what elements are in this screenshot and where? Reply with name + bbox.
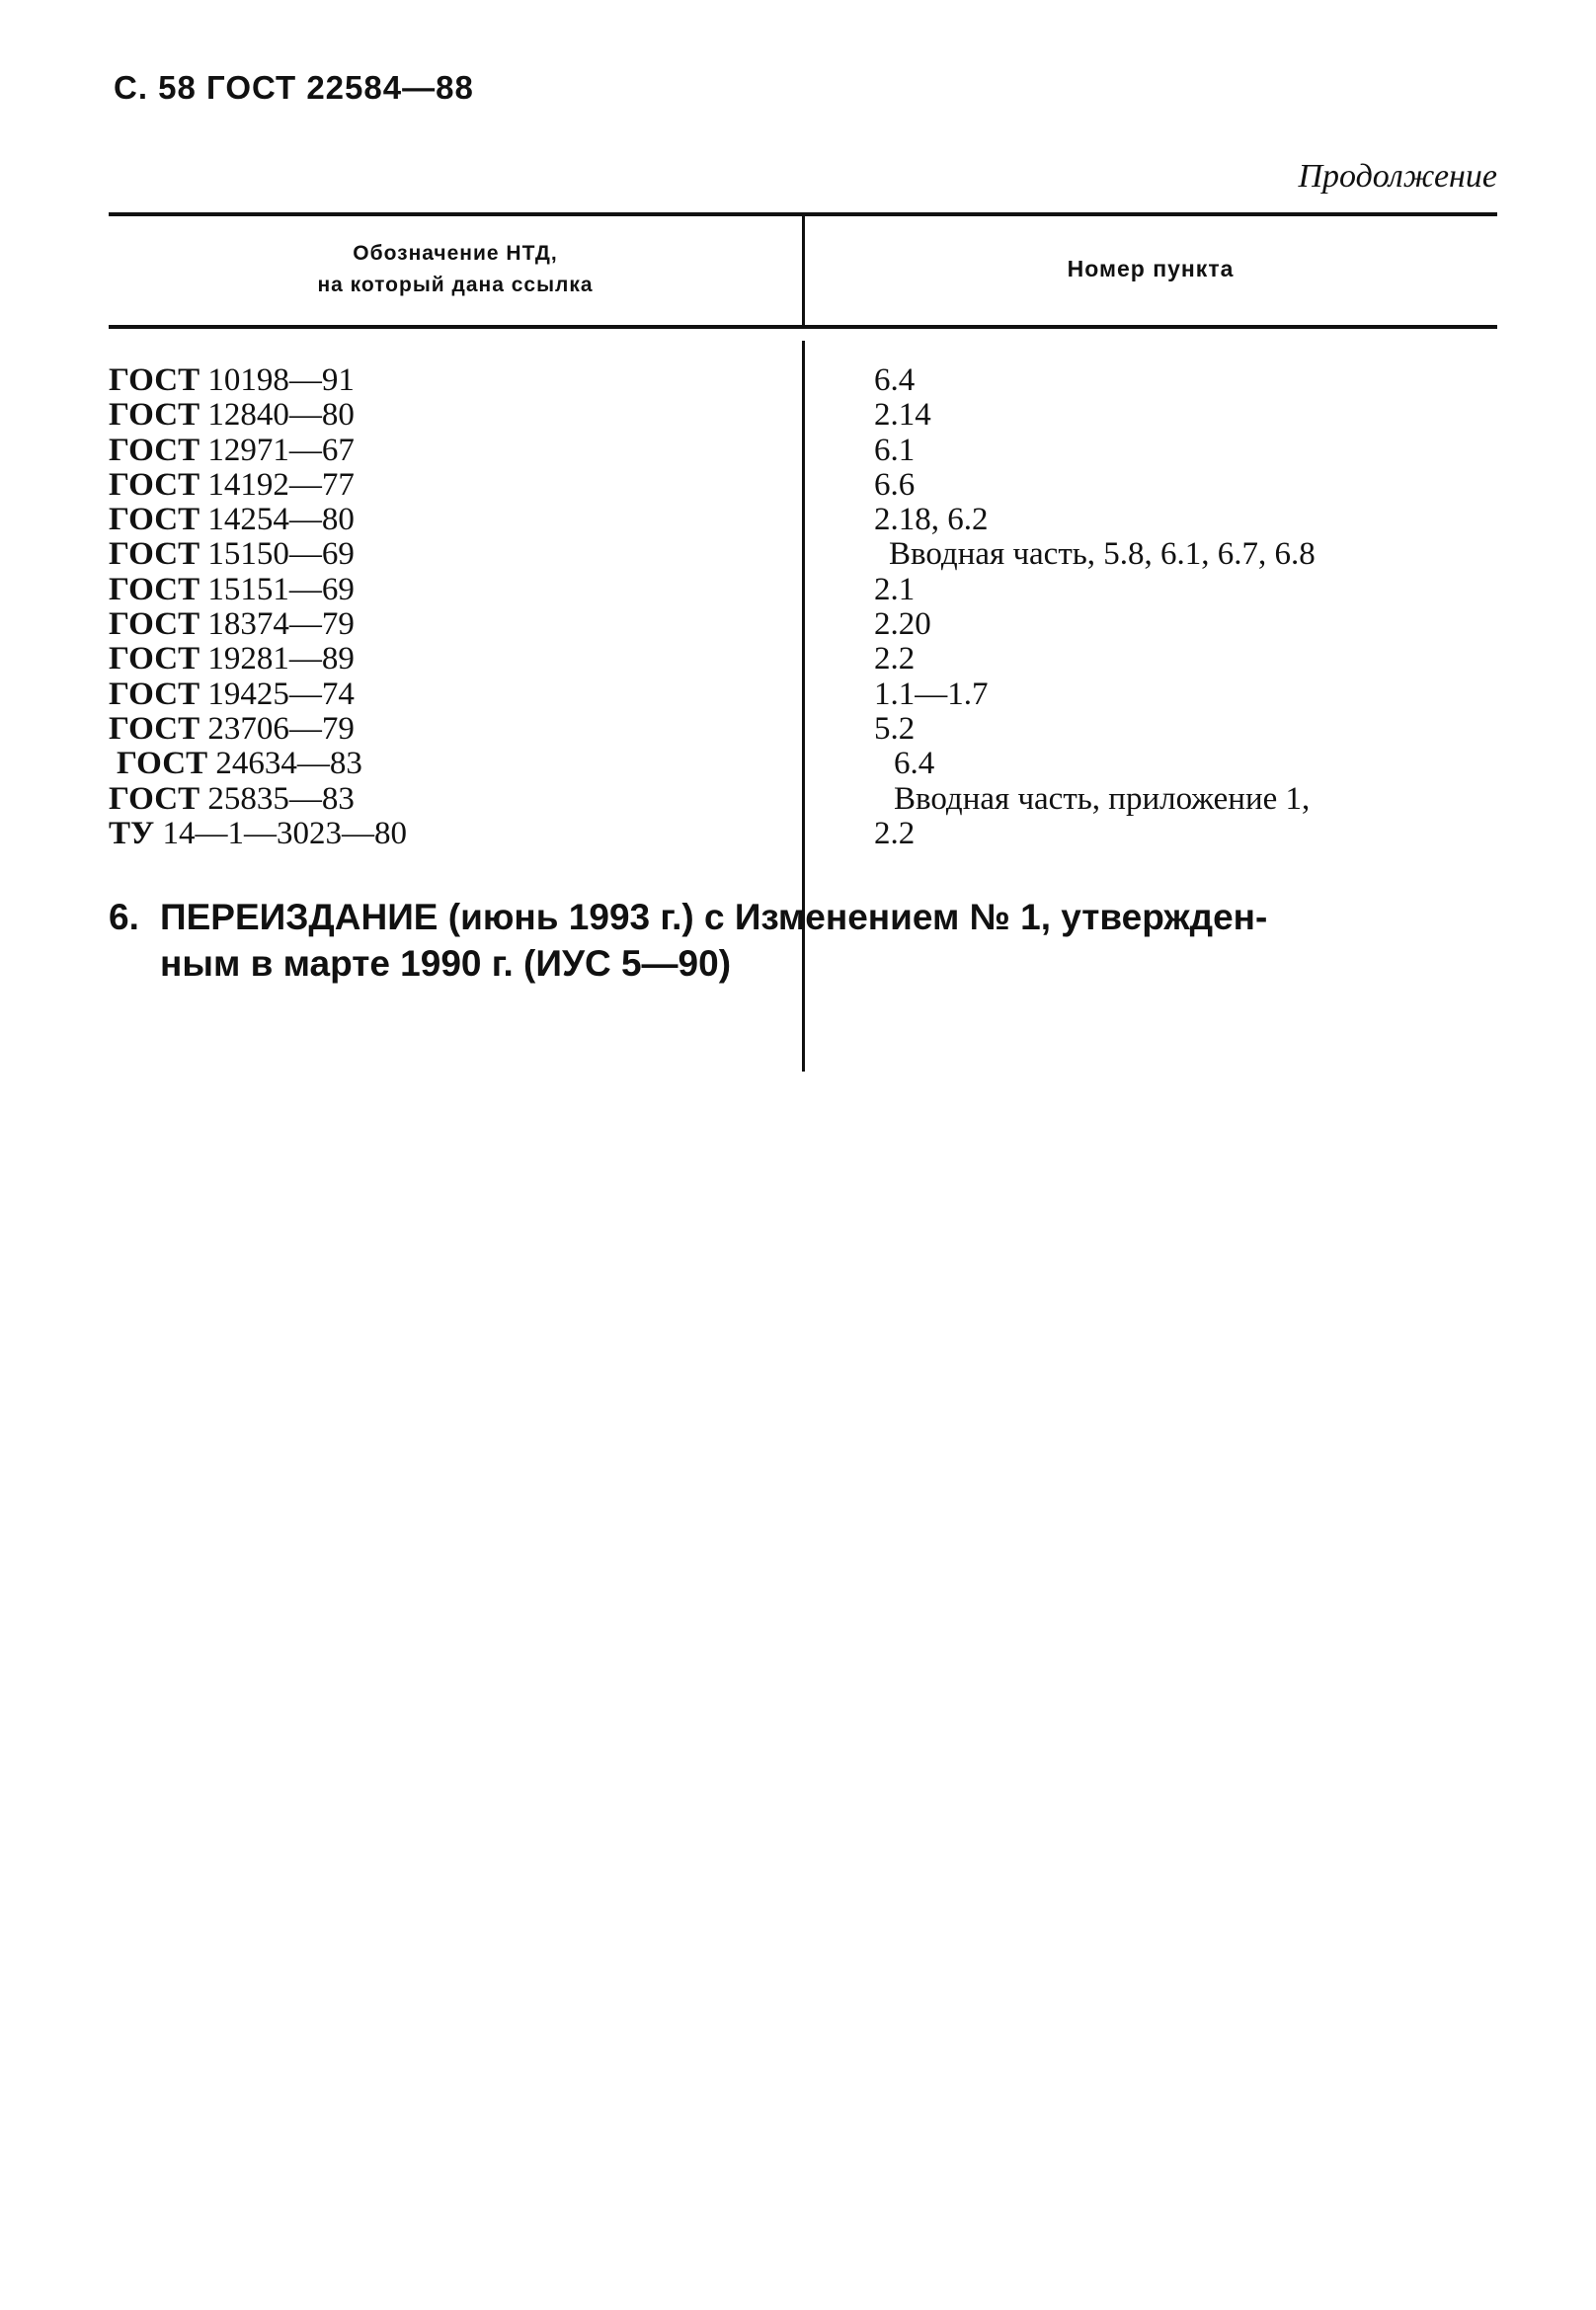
document-number: 19425—74 [207,676,355,712]
document-cell [109,782,355,817]
table-row [109,747,1497,781]
document-kind: ТУ [109,815,155,851]
document-number: 15151—69 [207,571,355,607]
item-cell: 5.2 [874,710,916,747]
document-number: 12971—67 [207,432,355,468]
item-cell: Вводная часть, 5.8, 6.1, 6.7, 6.8 [889,536,1316,573]
reissue-line2: ным в марте 1990 г. (ИУС 5—90) [160,943,732,984]
column-header-document [109,238,802,301]
document-number: 23706—79 [207,710,355,747]
document-cell [109,817,407,851]
table-row [109,537,1497,572]
table-row [109,607,1497,642]
item-cell: 6.6 [874,466,916,503]
item-cell: 1.1—1.7 [874,676,989,712]
table-row [109,677,1497,712]
document-cell [109,677,355,712]
document-number: 14254—80 [207,502,355,538]
reissue-line1 [109,894,1511,940]
document-kind: ГОСТ [109,466,200,503]
document-cell [109,434,355,468]
document-kind: ГОСТ [109,606,200,643]
item-cell: 2.18, 6.2 [874,502,989,538]
document-cell [109,537,355,572]
item-cell: 6.1 [874,432,916,468]
document-kind: ГОСТ [109,502,200,538]
document-kind: ГОСТ [109,536,200,573]
document-number: 25835—83 [207,780,355,817]
table-row [109,398,1497,433]
document-kind: ГОСТ [109,571,200,607]
document-kind: ГОСТ [109,780,200,817]
item-cell: 2.20 [874,606,931,643]
table-row [109,434,1497,468]
document-kind: ГОСТ [109,710,200,747]
document-kind: ГОСТ [117,746,208,782]
table-row [109,363,1497,398]
document-kind: ГОСТ [109,432,200,468]
document-cell [109,642,355,677]
document-number: 12840—80 [207,397,355,434]
table-row [109,642,1497,677]
column-header-item: Номер пункта [1067,256,1235,281]
table-row [109,712,1497,747]
document-cell [109,503,355,537]
reissue-text1: ПЕРЕИЗДАНИЕ (июнь 1993 г.) с Изменением № 1, утвержден- [160,897,1268,937]
page-header: С. 58 ГОСТ 22584—88 [114,69,474,106]
item-cell: Вводная часть, приложение 1, [894,780,1311,817]
table-row [109,503,1497,537]
document-cell [109,712,355,747]
document-cell [109,398,355,433]
item-cell: 2.14 [874,397,931,434]
item-cell: 6.4 [874,362,916,398]
table-body [109,363,1497,851]
table-row [109,468,1497,503]
document-cell [109,607,355,642]
document-number: 14—1—3023—80 [162,815,407,851]
item-cell: 2.1 [874,571,916,607]
item-cell: 2.2 [874,815,916,851]
document-kind: ГОСТ [109,397,200,434]
document-number: 18374—79 [207,606,355,643]
document-kind: ГОСТ [109,676,200,712]
document-number: 14192—77 [207,466,355,503]
continuation-label: Продолжение [1298,158,1497,195]
table-row [109,817,1497,851]
document-kind: ГОСТ [109,362,200,398]
document-number: 24634—83 [215,746,362,782]
document-number: 10198—91 [207,362,355,398]
item-cell: 2.2 [874,641,916,677]
reissue-note [109,894,1511,987]
document-number: 19281—89 [207,641,355,677]
document-number: 15150—69 [207,536,355,573]
table-row [109,782,1497,817]
column-header-document-line1: Обозначение НТД, [353,242,558,265]
document-cell [117,747,362,781]
table-row [109,573,1497,607]
document-cell [109,573,355,607]
document-cell [109,363,355,398]
document-kind: ГОСТ [109,641,200,677]
reissue-number: 6. [109,897,139,937]
table-header-rule [109,325,1497,329]
document-cell [109,468,355,503]
item-cell: 6.4 [894,746,935,782]
column-header-document-line2: на который дана ссылка [317,274,594,296]
